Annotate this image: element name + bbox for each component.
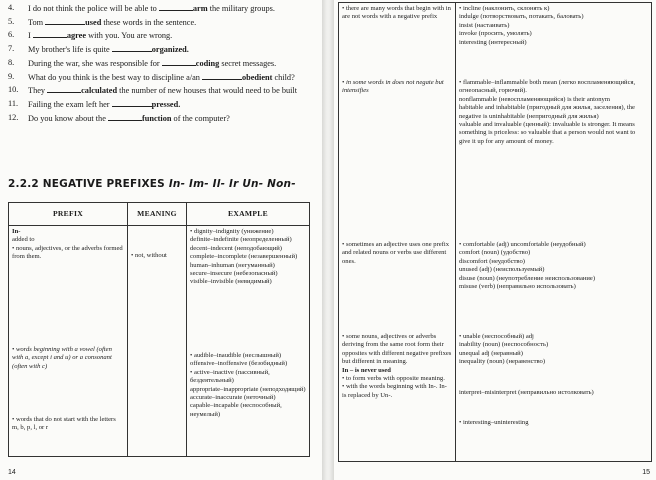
exercise-prompt: During the war, she was responsible for [28,58,162,68]
example-line: unused (adj) (неиспользуемый) [459,266,545,274]
examples-group-b [190,352,306,419]
exercise-item [8,16,308,28]
section-forms: In- Im- Il- Ir Un- Non- [168,178,296,190]
exercise-continuation: child? [272,72,295,82]
exercise-item [8,2,308,14]
example-line: human–inhuman (негуманный) [190,261,275,269]
examples-group-a [190,228,306,287]
prefix-added: added to [12,236,35,244]
example-line: definite–indefinite (неопределенный) [190,236,292,244]
answer-blank[interactable] [112,43,152,52]
meaning-text: • not, without [131,252,167,259]
exercise-prompt: I do not think the police will be able to [28,4,159,13]
example-line: interpret–misinterpret (неправильно истолковать) [459,389,594,396]
examples-comfortable [459,241,648,291]
example-line: • dignity–indignity (унижение) [190,228,274,235]
exercise-item [8,71,308,83]
exercise-item [8,112,308,124]
page-number-right: 15 [642,469,650,476]
exercise-prompt: What do you think is the best way to discipline a/an [28,72,202,82]
left-page [0,0,322,480]
root-word: pressed. [151,99,181,109]
example-line: misuse (verb) (неправильно использовать) [459,283,576,291]
example-line: decent–indecent (неподобающий) [190,244,282,252]
exercise-number: 7. [8,44,15,54]
example-line: discomfort (неудобство) [459,257,525,265]
exercise-text [28,71,308,83]
examples-flammable [459,79,648,146]
exercise-prompt: I [28,31,33,41]
exercise-prompt: Do you know about the [28,113,108,123]
exercise-continuation: the number of new houses that would need to be built [117,86,298,96]
example-line: capable–incapable (неспособный, неумелый) [190,402,282,418]
exercise-text [28,43,308,55]
example-line: • comfortable (adj) uncomfortable (неудобный) [459,241,586,248]
prefix-table [8,202,310,457]
example-line: unequal adj (неравный) [459,349,523,357]
root-word: calculated [81,86,118,96]
exercise-continuation: secret messages. [219,58,277,68]
exercise-continuation: the military groups. [207,4,275,13]
exercise-list [8,2,308,125]
header-prefix: PREFIX [9,203,128,226]
exercise-prompt: Tom [28,17,46,27]
exercise-item [8,57,308,69]
answer-blank[interactable] [162,57,196,66]
rule-verbs: • to form verbs with opposite meaning. [342,375,445,383]
example-line: • audible–inaudible (неслышный) [190,352,282,359]
section-title: NEGATIVE PREFIXES [42,178,165,190]
exercise-number: 6. [8,30,15,40]
example-line: visible–invisible (невидимый) [190,278,272,286]
root-word: obedient [241,72,273,82]
rule-same-root-text: • some nouns, adjectives or adverbs deriving from the same root form their opposites with different negative prefixes but different in meaning. [342,333,452,366]
root-word: function [141,113,172,123]
prefix-title: In- [12,228,21,235]
example-line: interesting (интересный) [459,38,527,46]
rule-not-prefix: • there are many words that begin with in are not words with a negative prefix [342,5,451,21]
exercise-item [8,84,308,96]
rule-intensifies: • in some words in does not negate but intensifies [342,79,444,95]
root-word: organized. [151,45,189,55]
exercise-prompt: Failing the exam left her [28,99,112,109]
exercise-text [28,16,308,28]
exercise-number: 10. [8,85,19,95]
example-line: accurate–inaccurate (неточный) [190,394,276,402]
example-line: invoke (просить, умолять) [459,30,532,38]
answer-blank[interactable] [45,16,85,25]
examples-unable [459,333,648,367]
exercise-prompt: They [28,86,48,96]
exercise-text [28,2,308,14]
exercise-number: 8. [8,57,15,67]
rule-never-used: In – is never used [342,366,391,374]
example-line: complete–incomplete (незавершенный) [190,253,298,261]
example-line: inability (noun) (неспособность) [459,341,549,349]
meaning-cell [128,226,187,457]
exercise-number: 4. [8,3,15,12]
prefix-rule-1: • nouns, adjectives, or the adverbs formed from them. [12,244,123,261]
root-word: used [85,17,102,27]
page-number-left: 14 [8,469,16,476]
example-line: comfort (noun) (удобство) [459,249,531,257]
prefix-cell [9,226,128,457]
examples-incline [459,5,648,47]
exercise-item [8,29,308,41]
answer-blank[interactable] [112,98,152,107]
exercise-item [8,98,308,110]
example-line: inequality (noun) (неравенство) [459,358,546,366]
root-word: coding [195,58,220,68]
example-line: disuse (noun) (неупотребление неиспользование) [459,274,596,282]
exercise-item [8,43,308,55]
exercise-text [28,112,308,124]
example-line: indulge (потворствовать, потакать, баловать) [459,13,584,21]
answer-blank[interactable] [108,112,142,121]
prefix-rule-2: • words beginning with a vowel (often with a, except i and u) or a consonant (often with c) [12,346,112,370]
exercise-number: 12. [8,112,19,122]
section-number: 2.2.2 [8,178,39,190]
example-line: appropriate–inappropriate (неподходящий) [190,385,306,393]
exercise-text [28,84,308,96]
exercise-number: 9. [8,71,15,81]
example-cell [187,226,310,457]
prefix-table-continued [338,2,652,462]
exercise-prompt: My brother's life is quite [28,45,112,55]
right-page [334,0,656,480]
exercise-text [28,29,308,41]
rule-replaced: • with the words beginning with In-. In- is replaced by Un-. [342,383,447,399]
rule-different-prefixes: • sometimes an adjective uses one prefix and related nouns or verbs use different ones. [342,241,450,265]
header-meaning: MEANING [128,203,187,226]
example-line: • flammable–inflammable both mean (легко воспламеняющийся, огнеопасный, горючий). [459,79,636,95]
example-line: valuable and invaluable (ценный): invaluable is stronger. It means something is priceless: so valuable that a person would not want to give it up for any amount of money. [459,121,636,145]
header-example: EXAMPLE [187,203,310,226]
example-line: habitable and inhabitable (пригодный для жилья, заселения), the negative is uninhabitable (непригодный для жилья) [459,104,635,120]
book-gutter [322,0,334,480]
root-word: agree [66,31,87,41]
examples-interesting [459,419,648,427]
exercise-number: 11. [8,98,19,108]
example-line: insist (настаивать) [459,21,510,29]
exercise-text [28,98,308,110]
examples-interpret [459,389,648,397]
example-line: • unable (неспособный) adj [459,333,534,340]
example-line: • incline (наклонить, склонять к) [459,5,550,12]
exercise-continuation: of the computer? [171,113,230,123]
answer-blank[interactable] [47,84,81,93]
exercise-number: 5. [8,16,15,26]
example-line: • interesting–uninteresting [459,419,529,426]
example-line: secure–insecure (небезопасный) [190,270,278,278]
root-word: arm [192,4,208,13]
rule-same-root [342,333,452,400]
example-line: • active–inactive (пассивный, бездеятельный) [190,368,270,385]
answer-blank[interactable] [33,29,67,38]
answer-blank[interactable] [159,2,193,11]
prefix-rule-3: • words that do not start with the letters m, b, p, l, or r [12,416,116,432]
answer-blank[interactable] [202,71,242,80]
example-line: offensive–inoffensive (безобидный) [190,360,288,368]
exercise-text [28,57,308,69]
exercise-continuation: with you. You are wrong. [86,31,173,41]
exercise-continuation: these words in the sentence. [101,17,197,27]
example-cell-right [456,3,652,462]
section-heading [8,178,296,190]
rule-cell [339,3,456,462]
example-line: nonflammable (невоспламеняющийся) is their antonym [459,95,610,103]
